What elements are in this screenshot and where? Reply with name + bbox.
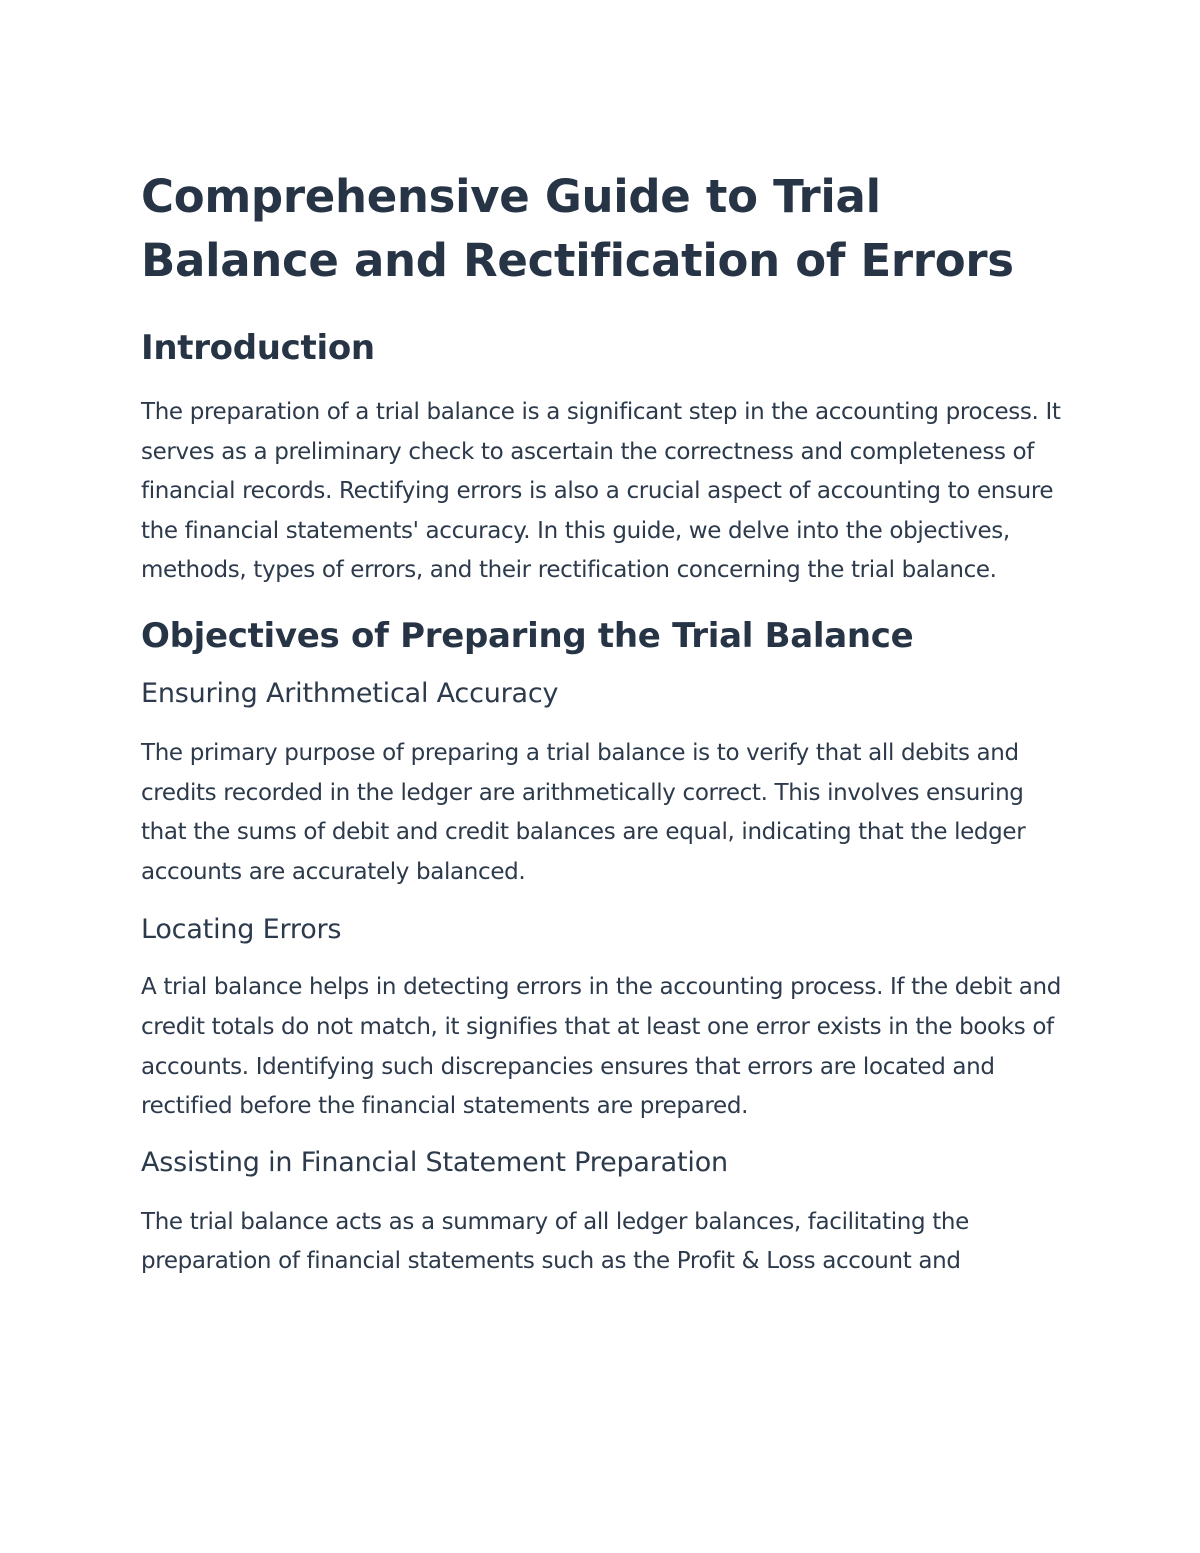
document-page bbox=[141, 165, 1061, 1282]
introduction-heading: Introduction bbox=[141, 328, 375, 368]
introduction-paragraph: The preparation of a trial balance is a significant step in the accounting process. It serves as a preliminary check to ascertain the correctness and completeness of financial records. Rectifying errors is also a crucial aspect of accounting to ensure the financial statements' accuracy. In this guide, we delve into the objectives, methods, types of errors, and their rectification concerning the trial balance. bbox=[141, 399, 1061, 584]
arithmetical-accuracy-heading: Ensuring Arithmetical Accuracy bbox=[141, 677, 559, 709]
financial-statement-paragraph: The trial balance acts as a summary of all ledger balances, facilitating the preparation of financial statements such as the Profit & Loss account and bbox=[141, 1208, 969, 1275]
document-title: Comprehensive Guide to Trial Balance and Rectification of Errors bbox=[141, 170, 1014, 287]
locating-errors-heading: Locating Errors bbox=[141, 914, 342, 946]
locating-errors-paragraph: A trial balance helps in detecting errors in the accounting process. If the debit and credit totals do not match, it signifies that at least one error exists in the books of accounts. Identifying such discrepancies ensures that errors are located and rectified before the financial statements are prepared. bbox=[141, 974, 1061, 1120]
objectives-heading: Objectives of Preparing the Trial Balance bbox=[141, 615, 914, 656]
financial-statement-heading: Assisting in Financial Statement Preparation bbox=[141, 1146, 728, 1178]
arithmetical-accuracy-paragraph: The primary purpose of preparing a trial balance is to verify that all debits and credits recorded in the ledger are arithmetically correct. This involves ensuring that the sums of debit and credit balances are equal, indicating that the ledger accounts are accurately balanced. bbox=[141, 739, 1026, 885]
